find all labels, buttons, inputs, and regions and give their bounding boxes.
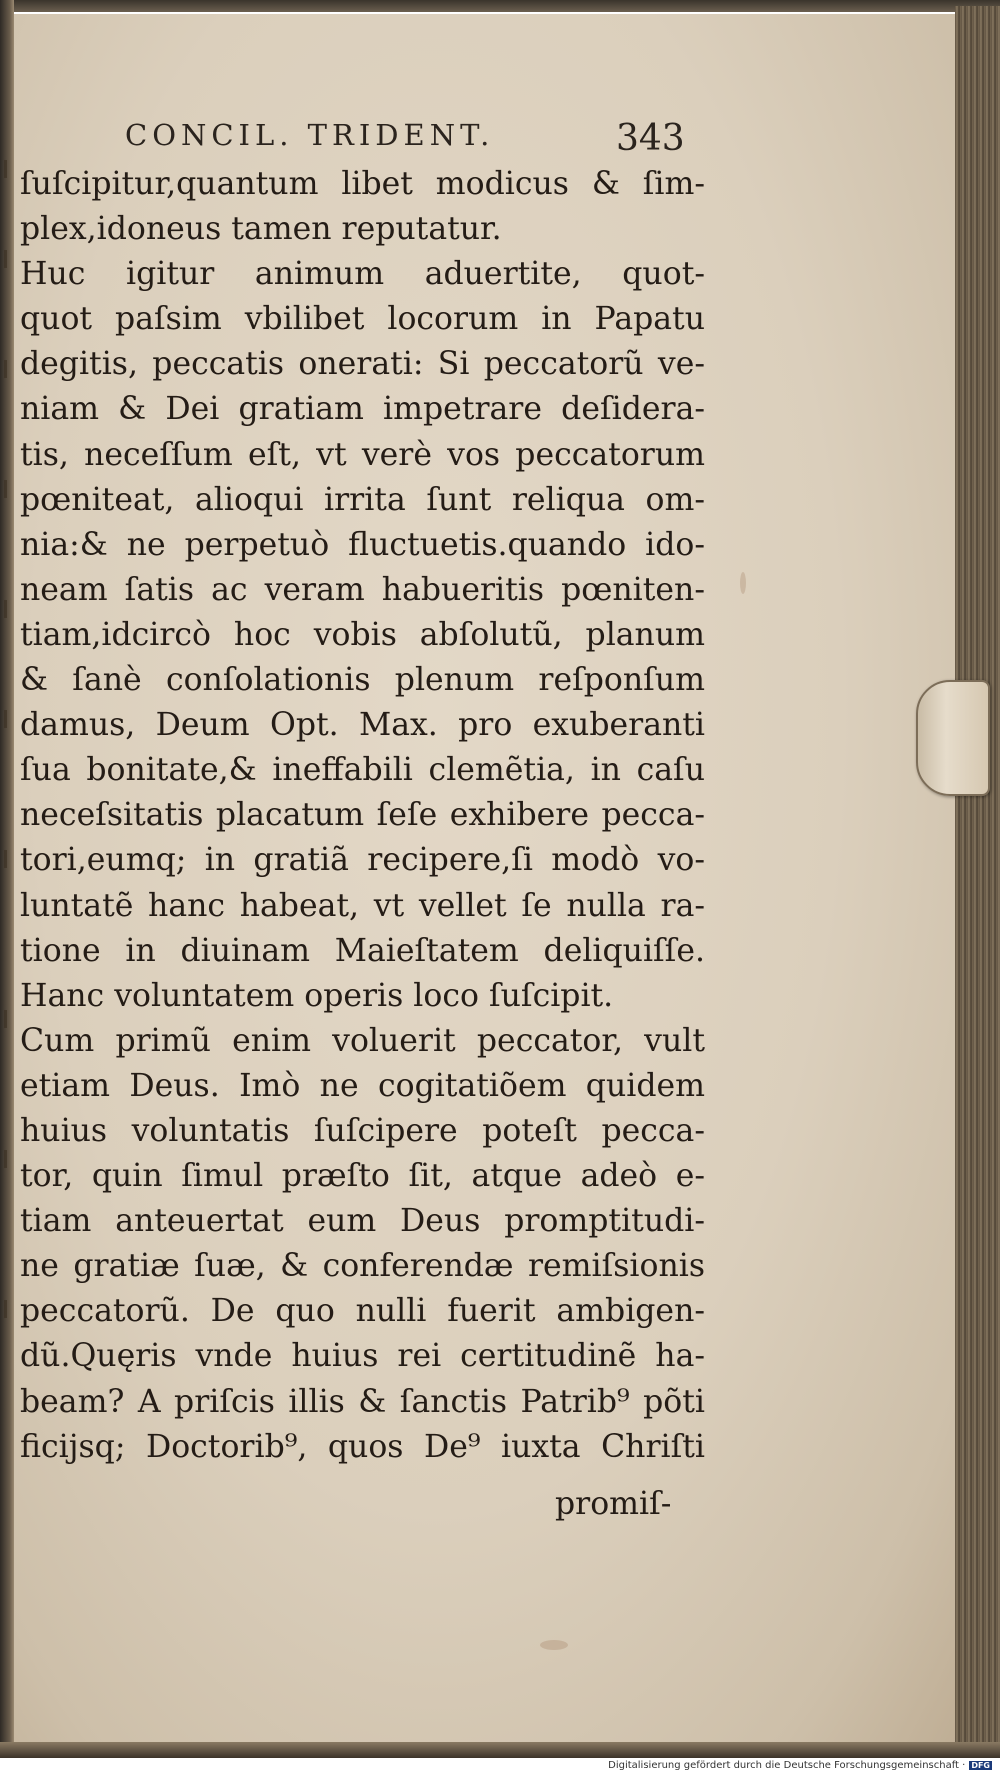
margin-marks	[2, 150, 12, 1450]
paper-stain	[740, 572, 746, 594]
text-line: tor, quin ſimul præſto ſit, atque adeò e-	[20, 1158, 705, 1195]
body-text	[20, 162, 705, 1470]
text-line: beam? A priſcis illis & ſanctis Patrib⁹ põti	[20, 1383, 705, 1420]
text-line: quot paſsim vbilibet locorum in Papatu	[20, 301, 705, 338]
text-line: Huc igitur animum aduertite, quot-	[20, 256, 705, 293]
paper-stain	[540, 1640, 568, 1650]
page-number: 343	[616, 118, 685, 159]
text-line: huius voluntatis ſuſcipere poteſt pecca-	[20, 1112, 705, 1149]
margin-mark	[4, 600, 7, 618]
margin-mark	[4, 1300, 7, 1318]
page-stack-edge	[955, 6, 1000, 1758]
margin-mark	[4, 1010, 7, 1028]
book-clasp	[916, 680, 990, 796]
margin-mark	[4, 250, 7, 268]
text-line: plex,idoneus tamen reputatur.	[20, 211, 502, 248]
text-line: degitis, peccatis onerati: Si peccatorũ ve-	[20, 346, 705, 383]
margin-mark	[4, 1150, 7, 1168]
text-line: ſuſcipitur,quantum libet modicus & ſim-	[20, 166, 705, 202]
text-line: tiam,idcircò hoc vobis abſolutũ, planum	[20, 616, 705, 653]
text-line: dũ.Quęris vnde huius rei certitudinẽ ha-	[20, 1338, 705, 1375]
text-line: nia:& ne perpetuò fluctuetis.quando ido-	[20, 526, 705, 563]
footer-credit	[500, 1760, 992, 1771]
text-line: Cum primũ enim voluerit peccator, vult	[20, 1022, 705, 1059]
text-line: etiam Deus. Imò ne cogitatiõem quidem	[20, 1067, 705, 1104]
text-line: ſua bonitate,& ineffabili clemẽtia, in caſu	[20, 752, 705, 789]
margin-mark	[4, 710, 7, 728]
text-line: neam ſatis ac veram habueritis pœniten-	[20, 571, 705, 608]
text-line: tione in diuinam Maieſtatem deliquiſſe.	[20, 932, 705, 969]
text-line: neceſsitatis placatum ſeſe exhibere pecca-	[20, 797, 705, 834]
dfg-logo: DFG	[971, 1760, 990, 1770]
catchword: promiſ-	[555, 1486, 672, 1522]
text-line: tis, neceſſum eſt, vt verè vos peccatorum	[20, 436, 705, 473]
text-line: & ſanè conſolationis plenum reſponſum	[20, 662, 705, 699]
text-line: pœniteat, alioqui irrita ſunt reliqua om-	[20, 481, 705, 518]
running-head: CONCIL. TRIDENT.	[125, 118, 495, 152]
text-line: niam & Dei gratiam impetrare deſidera-	[20, 391, 705, 428]
text-line: Hanc voluntatem operis loco ſuſcipit.	[20, 977, 614, 1014]
scan-bottom-edge	[0, 1742, 1000, 1758]
scan-top-edge	[0, 0, 1000, 12]
text-line: luntatẽ hanc habeat, vt vellet ſe nulla ra-	[20, 887, 705, 924]
footer-credit-text: Digitalisierung gefördert durch die Deutsche Forschungsgemeinschaft ·	[608, 1760, 966, 1771]
margin-mark	[4, 160, 7, 178]
margin-mark	[4, 850, 7, 868]
text-line: ficijsq; Doctorib⁹, quos De⁹ iuxta Chriſti	[20, 1428, 705, 1465]
text-line: tiam anteuertat eum Deus promptitudi-	[20, 1203, 705, 1240]
text-line: damus, Deum Opt. Max. pro exuberanti	[20, 707, 705, 744]
margin-mark	[4, 360, 7, 378]
text-line: tori,eumq; in gratiã recipere,ſi modò vo-	[20, 842, 705, 879]
margin-mark	[4, 480, 7, 498]
text-line: ne gratiæ ſuæ, & conferendæ remiſsionis	[20, 1248, 705, 1285]
text-line: peccatorũ. De quo nulli fuerit ambigen-	[20, 1293, 705, 1330]
